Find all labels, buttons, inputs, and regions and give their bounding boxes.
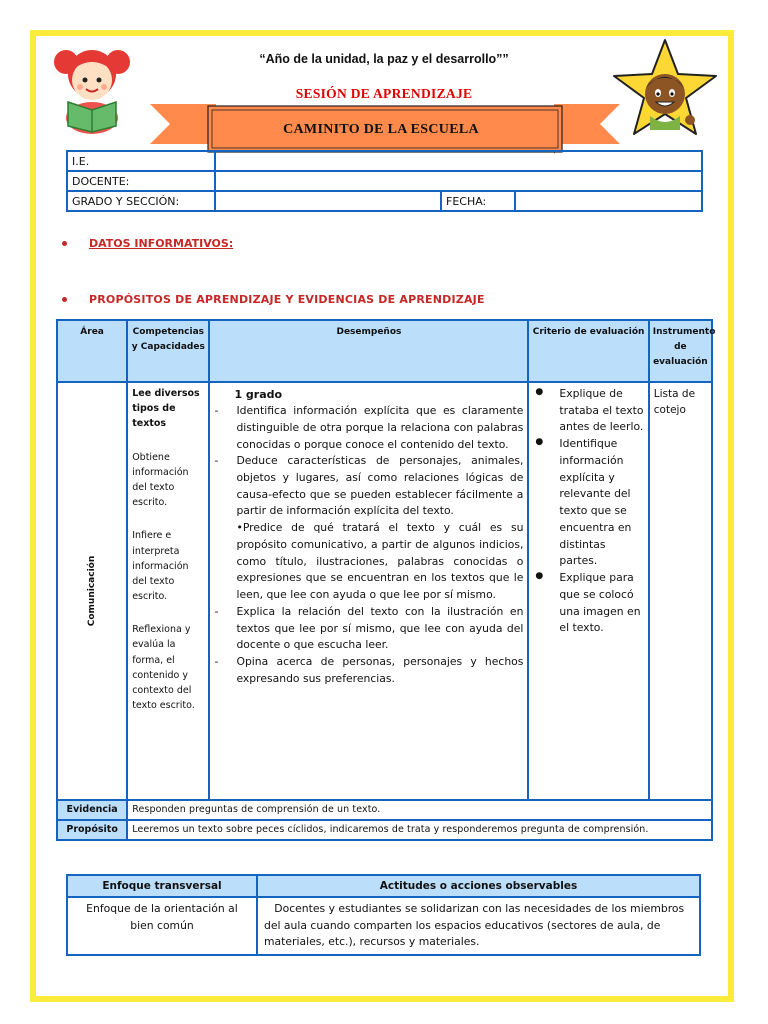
datos-heading: DATOS INFORMATIVOS: [62,237,233,250]
criterio-item: ● Explique para que se colocó una imagen en el texto. [533,570,643,637]
desempeno-item: - Deduce características de personajes, animales, objetos y lugares, así como relaciones lógicas de causa-efecto que se pueden establecer fácilmente a partir de información explícita del texto. [214,454,524,518]
competencia-title: Lee diversos tipos de textos [132,388,200,430]
actitudes-value: Docentes y estudiantes se solidarizan con las necesidades de los miembros del aula cuando comparten los espacios educativos (sectores de aula, de materiales, etc.), recursos y materiales. [257,897,700,955]
col-header-competencias: Competencias y Capacidades [127,320,209,382]
col-header-area: Área [57,320,127,382]
desempenos-cell [209,382,528,800]
bullet-dot-icon: ● [535,571,544,582]
capacidad-item: Obtiene información del texto escrito. [132,451,189,509]
learning-purpose-table [56,319,716,841]
col-header-desempenos: Desempeños [209,320,528,382]
desempeno-item: - Explica la relación del texto con la ilustración en textos que lee por sí mismo, que lee con ayuda del docente o que escucha leer. [214,604,524,652]
col-header-criterio: Criterio de evaluación [528,320,648,382]
fecha-label: FECHA: [441,191,515,211]
criterio-item: ● Explique de trataba el texto antes de leerlo. [533,386,643,436]
desempeno-item: •Predice de qué tratará el texto y cuál es su propósito comunicativo, a partir de algunos indicios, como título, ilustraciones, palabras conocidas o expresiones que se encuentran en los textos que le leen, que lee con ayuda o que lee por sí mismo. [236,521,524,602]
area-cell [57,382,127,800]
enfoque-value: Enfoque de la orientación al bien común [67,897,257,955]
grade-label: 1 grado [234,388,283,401]
year-motto: “Año de la unidad, la paz y el desarrollo”” [259,52,509,66]
area-label: Comunicación [87,555,98,627]
desempeno-item: - Opina acerca de personas, personajes y hechos expresando sus preferencias. [214,655,524,685]
evidencia-label: Evidencia [57,800,127,820]
proposito-label: Propósito [57,820,127,840]
col-header-instrumento: Instrumento de evaluación [649,320,712,382]
actitudes-header: Actitudes o acciones observables [257,875,700,897]
bullet-dot-icon [62,241,67,246]
capacidad-item: Reflexiona y evalúa la forma, el contenido y contexto del texto escrito. [132,624,195,712]
ie-label: I.E. [67,151,215,171]
session-title: CAMINITO DE LA ESCUELA [283,122,479,137]
docente-label: DOCENTE: [67,171,215,191]
evidencia-text: Responden preguntas de comprensión de un texto. [127,800,712,820]
desempeno-item: - Identifica información explícita que es claramente distinguible de otra porque la relaciona con palabras conocidas o porque conoce el contenido del texto. [214,404,524,451]
info-table [66,150,703,212]
criterio-cell [528,382,648,800]
instrumento-cell: Lista de cotejo [649,382,712,800]
enfoque-transversal-table [66,874,701,956]
bullet-dot-icon [62,297,67,302]
propositos-heading: PROPÓSITOS DE APRENDIZAJE Y EVIDENCIAS DE APRENDIZAJE [62,293,485,306]
grado-value[interactable] [215,191,441,211]
fecha-value[interactable] [515,191,702,211]
grado-label: GRADO Y SECCIÓN: [67,191,215,211]
criterio-item: ● Identifique información explícita y relevante del texto que se encuentra en distintas partes. [533,436,643,570]
proposito-text: Leeremos un texto sobre peces cíclidos, indicaremos de trata y responderemos pregunta de comprensión. [127,820,712,840]
ie-value[interactable] [215,151,702,171]
enfoque-header: Enfoque transversal [67,875,257,897]
competencias-cell [127,382,209,800]
capacidad-item: Infiere e interpreta información del texto escrito. [132,530,189,603]
docente-value[interactable] [215,171,702,191]
session-label: SESIÓN DE APRENDIZAJE [295,86,473,101]
bullet-dot-icon: ● [535,387,544,397]
bullet-dot-icon: ● [535,437,544,448]
